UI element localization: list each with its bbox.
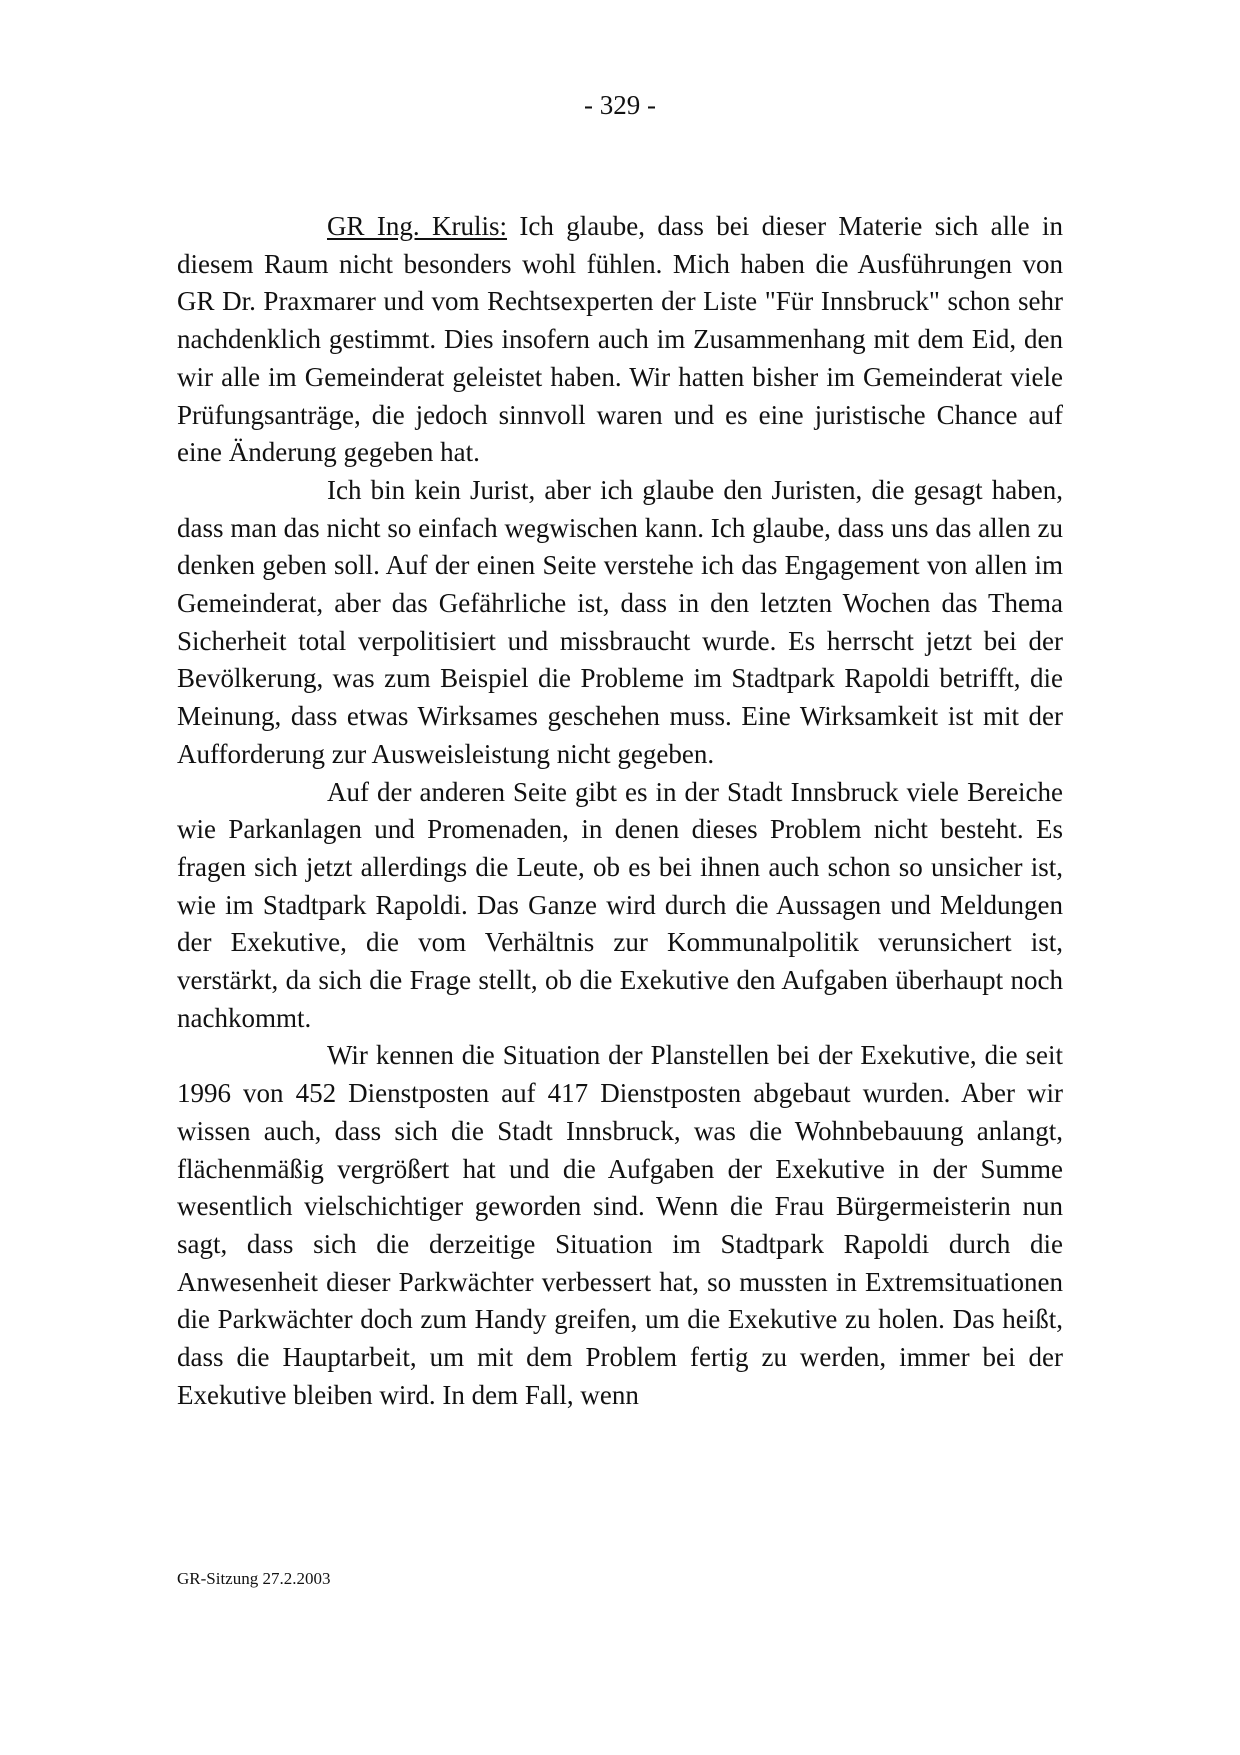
- footer-session-label: GR-Sitzung 27.2.2003: [177, 1569, 331, 1588]
- document-body: [177, 208, 1063, 1415]
- paragraph: Ich bin kein Jurist, aber ich glaube den Juristen, die gesagt haben, dass man das nicht so einfach wegwischen kann. Ich glaube, dass uns das allen zu denken geben soll. Auf der einen Seite verstehe ich das Engagement von allen im Gemeinderat, aber das Gefährliche ist, dass in den letzten Wochen das Thema Sicherheit total verpolitisiert und missbraucht wurde. Es herrscht jetzt bei der Bevölkerung, was zum Beispiel die Probleme im Stadtpark Rapoldi betrifft, die Meinung, dass etwas Wirksames geschehen muss. Eine Wirksamkeit ist mit der Aufforderung zur Ausweisleistung nicht gegeben.: [177, 474, 1063, 769]
- page-number: - 329 -: [584, 90, 656, 120]
- speaker-name: GR Ing. Krulis:: [327, 211, 508, 241]
- paragraph: Auf der anderen Seite gibt es in der Stadt Innsbruck viele Bereiche wie Parkanlagen und Promenaden, in denen dieses Problem nicht besteht. Es fragen sich jetzt allerdings die Leute, ob es bei ihnen auch schon so unsicher ist, wie im Stadtpark Rapoldi. Das Ganze wird durch die Aussagen und Meldungen der Exekutive, die vom Verhältnis zur Kommunalpolitik verunsichert ist, verstärkt, da sich die Frage stellt, ob die Exekutive den Aufgaben überhaupt noch nachkommt.: [177, 776, 1063, 1033]
- paragraph-text: Ich glaube, dass bei dieser Materie sich alle in diesem Raum nicht besonders wohl fühlen. Mich haben die Ausführungen von GR Dr. Praxmarer und vom Rechtsexperten der Liste "Für Innsbruck" schon sehr nachdenklich gestimmt. Dies insofern auch im Zusammenhang mit dem Eid, den wir alle im Gemeinderat geleistet haben. Wir hatten bisher im Gemeinderat viele Prüfungsanträge, die jedoch sinnvoll waren und es eine juristische Chance auf eine Änderung gegeben hat.: [177, 211, 1063, 468]
- paragraph: [177, 208, 1063, 472]
- paragraph: Wir kennen die Situation der Planstellen bei der Exekutive, die seit 1996 von 452 Dienstposten auf 417 Dienstposten abgebaut wurden. Aber wir wissen auch, dass sich die Stadt Innsbruck, was die Wohnbebauung anlangt, flächenmäßig vergrößert hat und die Aufgaben der Exekutive in der Summe wesentlich vielschichtiger geworden sind. Wenn die Frau Bürgermeisterin nun sagt, dass sich die derzeitige Situation im Stadtpark Rapoldi durch die Anwesenheit dieser Parkwächter verbessert hat, so mussten in Extremsituationen die Parkwächter doch zum Handy greifen, um die Exekutive zu holen. Das heißt, dass die Hauptarbeit, um mit dem Problem fertig zu werden, immer bei der Exekutive bleiben wird. In dem Fall, wenn: [177, 1040, 1063, 1410]
